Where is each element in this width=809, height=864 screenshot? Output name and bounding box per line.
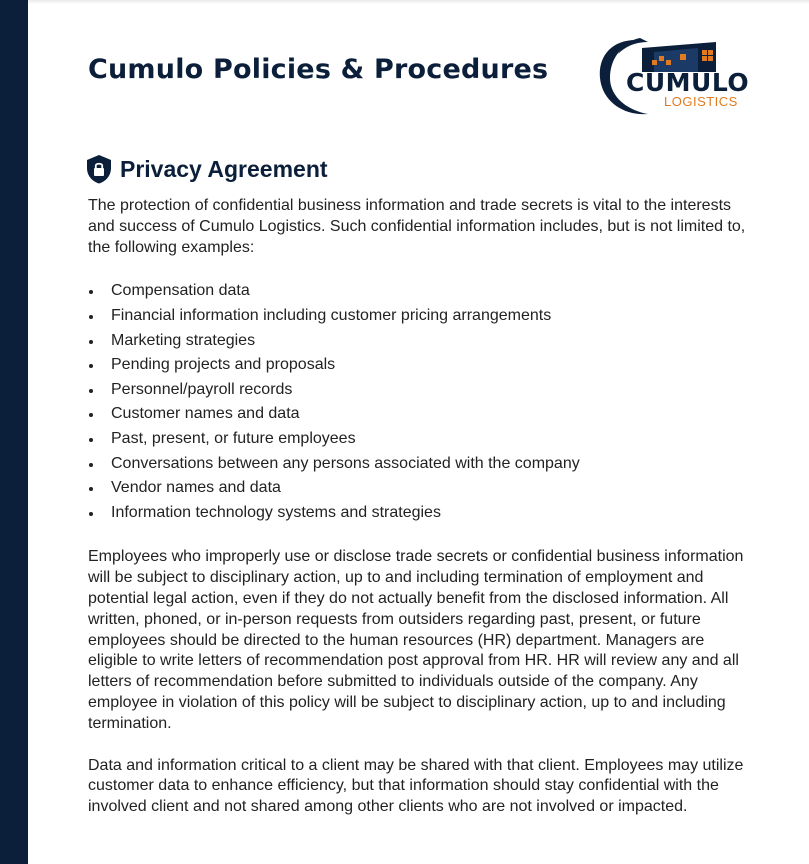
list-item: Personnel/payroll records <box>88 378 748 403</box>
examples-list <box>88 279 748 525</box>
policy-body <box>88 196 748 818</box>
list-item: Customer names and data <box>88 402 748 427</box>
left-accent-band <box>0 0 28 864</box>
list-item: Conversations between any persons associated with the company <box>88 452 748 477</box>
client-data-paragraph: Data and information critical to a client may be shared with that client. Employees may utilize customer data to enhance efficiency, but that information should stay confidential with the involved client and not shared among other clients who are not involved or impacted. <box>88 756 744 816</box>
document-title: Cumulo Policies & Procedures <box>88 54 549 85</box>
shield-lock-icon <box>86 154 112 184</box>
list-item: Pending projects and proposals <box>88 353 748 378</box>
intro-paragraph: The protection of confidential business information and trade secrets is vital to the interests and success of Cumulo Logistics. Such confidential information includes, but is not limited to, the following examples: <box>88 197 746 256</box>
disclosure-paragraph: Employees who improperly use or disclose trade secrets or confidential business information will be subject to disciplinary action, up to and including termination of employment and potential legal action, even if they do not actually benefit from the disclosed information. All written, phoned, or in-person requests from outsiders regarding past, present, or future employees should be directed to the human resources (HR) department. Managers are eligible to write letters of recommendation post approval from HR. HR will review any and all letters of recommendation before submitted to individuals outside of the company. Any employee in violation of this policy will be subject to disciplinary action, up to and including termination. <box>88 548 744 732</box>
logo-wordmark: CUMULO <box>626 68 750 97</box>
cumulo-logo <box>596 36 750 118</box>
list-item: Past, present, or future employees <box>88 427 748 452</box>
logo-subtitle: LOGISTICS <box>664 94 738 109</box>
list-item: Marketing strategies <box>88 329 748 354</box>
page-top-edge <box>28 0 809 4</box>
list-item: Information technology systems and strategies <box>88 501 748 526</box>
section-heading <box>86 154 328 184</box>
list-item: Vendor names and data <box>88 476 748 501</box>
section-title: Privacy Agreement <box>120 155 328 182</box>
list-item: Compensation data <box>88 279 748 304</box>
list-item: Financial information including customer pricing arrangements <box>88 304 748 329</box>
